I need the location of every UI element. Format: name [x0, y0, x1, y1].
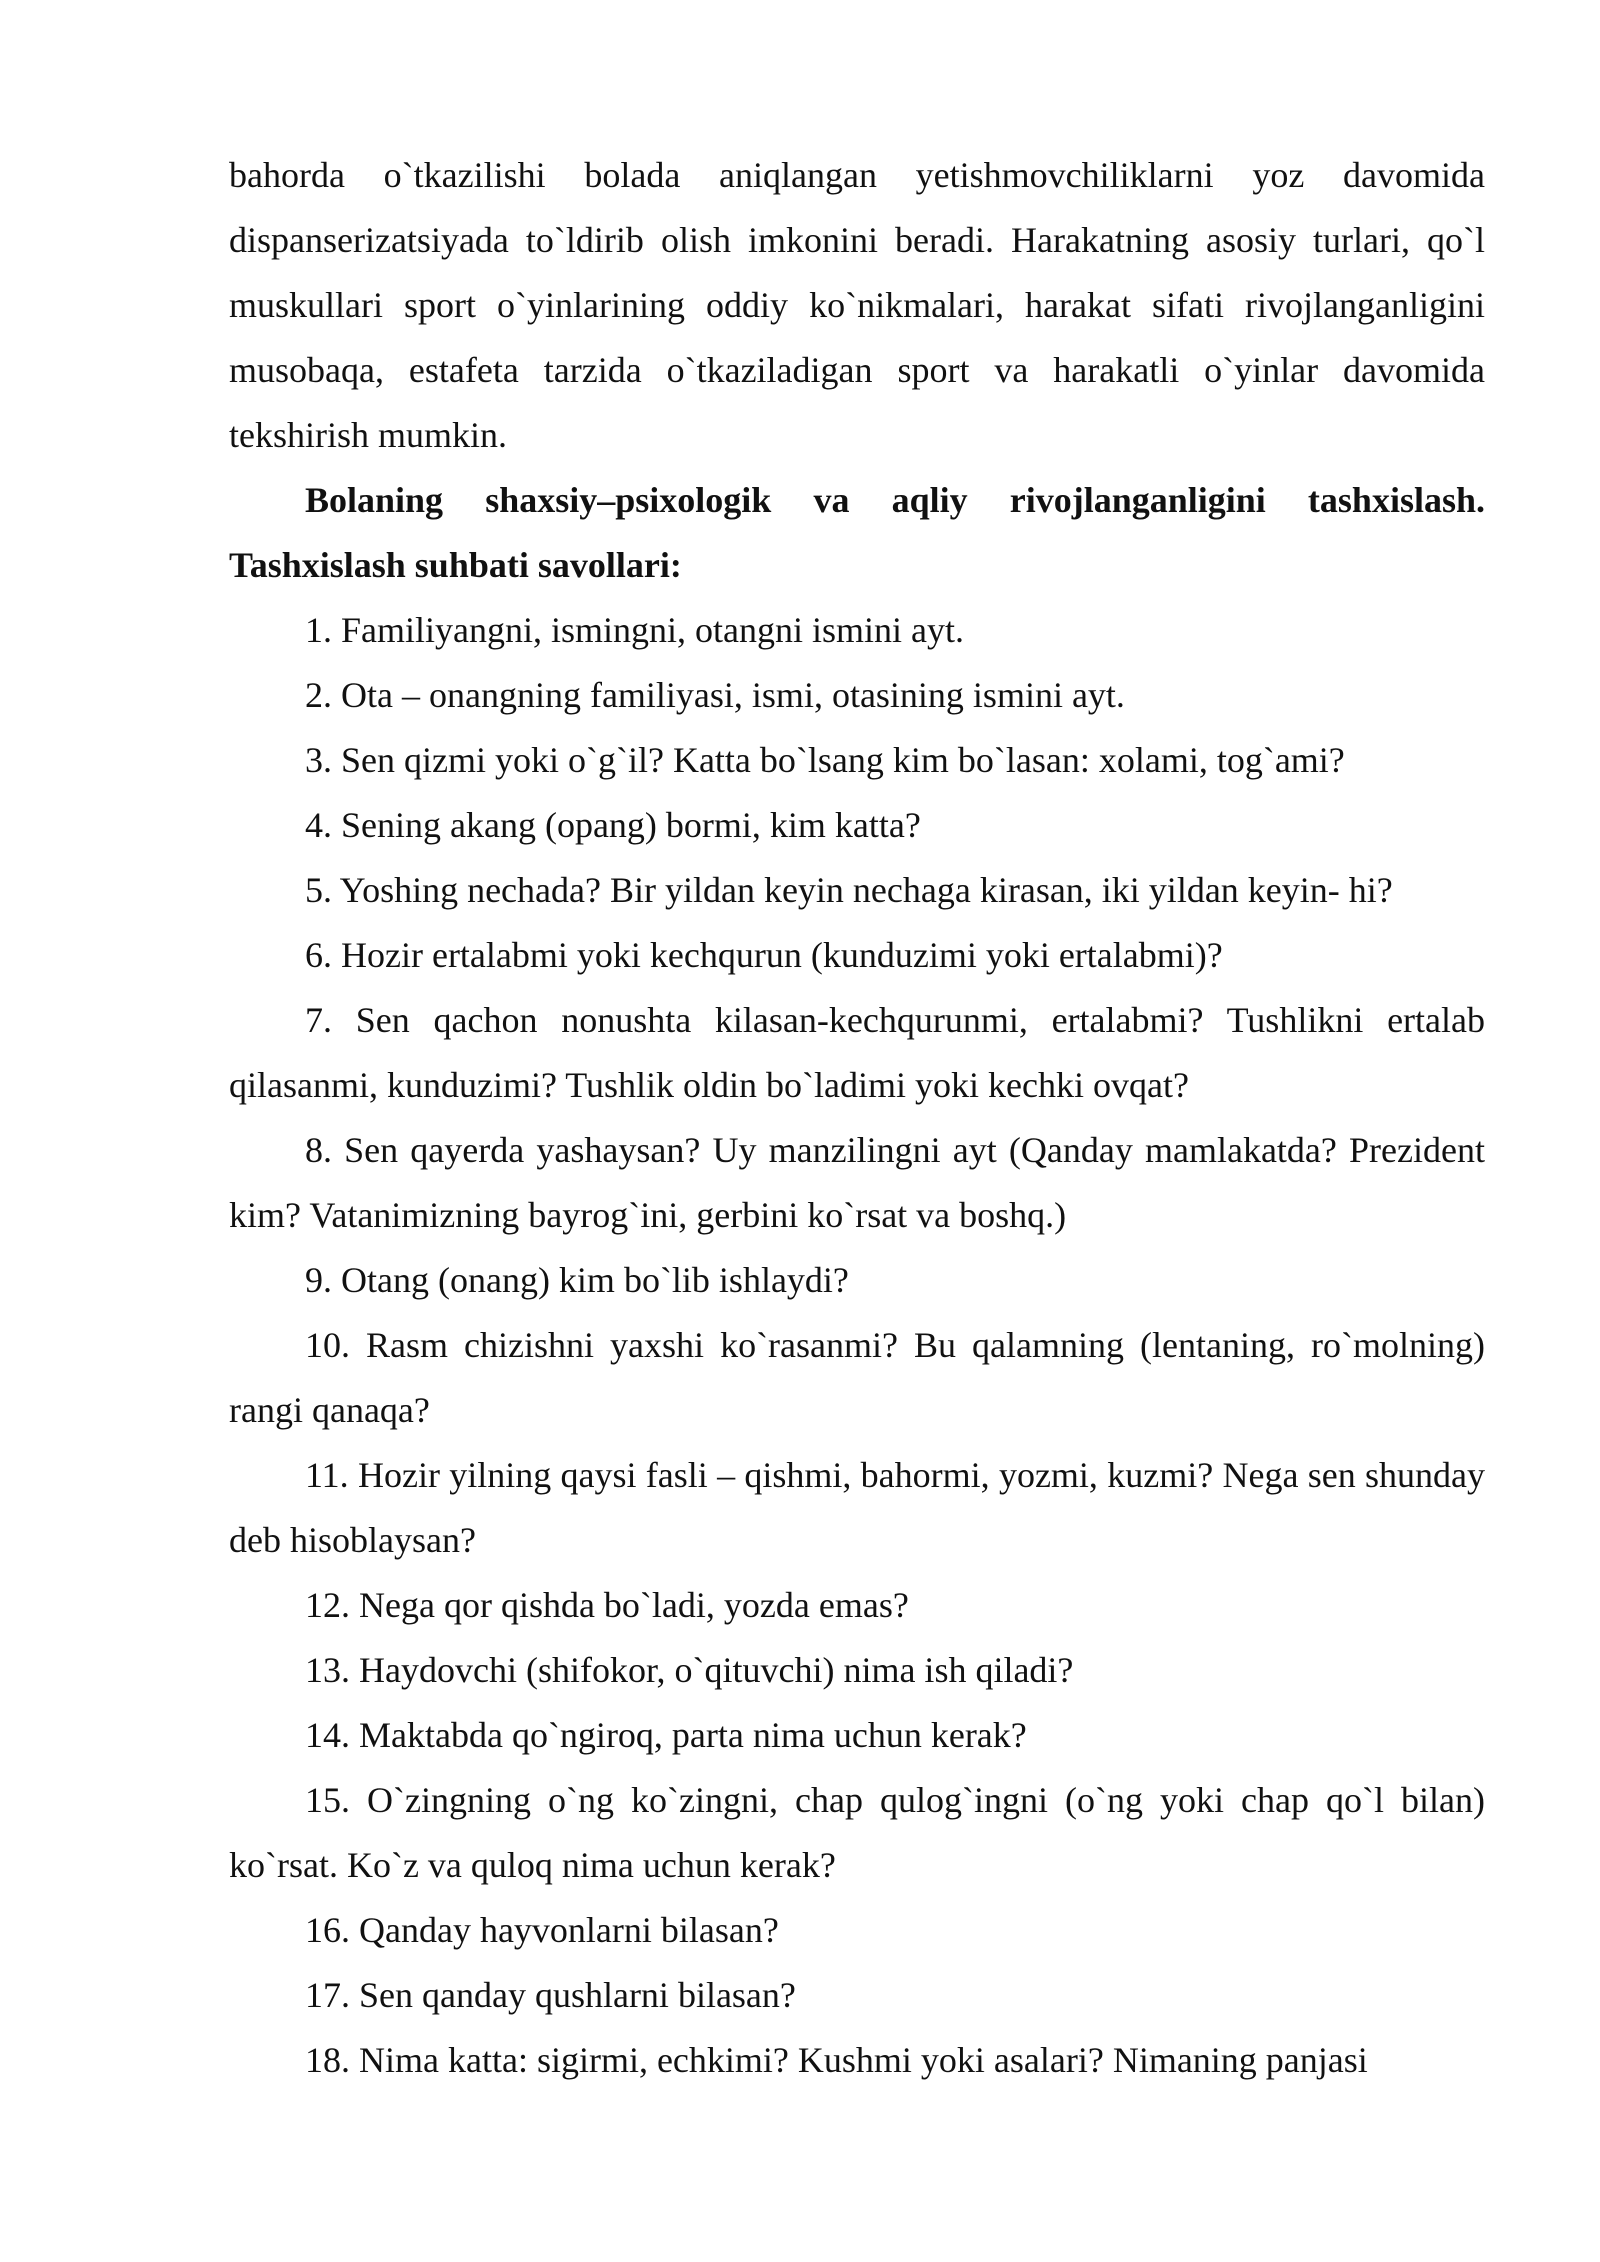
question-item [229, 858, 1485, 923]
question-text: Nega qor qishda bo`ladi, yozda emas? [359, 1585, 909, 1625]
question-item [229, 1703, 1485, 1768]
question-number: 4. [305, 805, 332, 845]
question-number: 17. [305, 1975, 350, 2015]
question-item [229, 1443, 1485, 1573]
question-number: 9. [305, 1260, 332, 1300]
question-text: Maktabda qo`ngiroq, parta nima uchun kerak? [359, 1715, 1027, 1755]
question-text: Ota – onangning familiyasi, ismi, otasining ismini ayt. [341, 675, 1125, 715]
question-item [229, 1638, 1485, 1703]
question-item [229, 1573, 1485, 1638]
question-text: Sening akang (opang) bormi, kim katta? [341, 805, 921, 845]
section-heading: Bolaning shaxsiy–psixologik va aqliy rivojlanganligini tashxislash. Tashxislash suhbati savollari: [229, 480, 1485, 585]
question-number: 7. [305, 1000, 332, 1040]
question-item [229, 2028, 1485, 2093]
question-number: 14. [305, 1715, 350, 1755]
question-item [229, 923, 1485, 988]
question-item [229, 1898, 1485, 1963]
question-item [229, 1248, 1485, 1313]
question-text: Otang (onang) kim bo`lib ishlaydi? [341, 1260, 849, 1300]
question-text: Haydovchi (shifokor, o`qituvchi) nima ish qiladi? [359, 1650, 1074, 1690]
question-number: 13. [305, 1650, 350, 1690]
question-item [229, 598, 1485, 663]
question-item [229, 1963, 1485, 2028]
question-number: 15. [305, 1780, 350, 1820]
question-text: Qanday hayvonlarni bilasan? [359, 1910, 779, 1950]
question-number: 16. [305, 1910, 350, 1950]
question-item [229, 793, 1485, 858]
question-text: Familiyangni, ismingni, otangni ismini ayt. [341, 610, 964, 650]
question-number: 2. [305, 675, 332, 715]
question-item [229, 663, 1485, 728]
question-item [229, 1313, 1485, 1443]
question-text: Sen qayerda yashaysan? Uy manzilingni ayt (Qanday mamlakatda? Prezident kim? Vatanimizning bayrog`ini, gerbini ko`rsat va boshq.) [229, 1130, 1485, 1235]
question-text: Sen qizmi yoki o`g`il? Katta bo`lsang kim bo`lasan: xolami, tog`ami? [341, 740, 1345, 780]
question-number: 10. [305, 1325, 350, 1365]
question-text: Nima katta: sigirmi, echkimi? Kushmi yoki asalari? Nimaning panjasi [359, 2040, 1368, 2080]
question-text: Yoshing nechada? Bir yildan keyin nechaga kirasan, iki yildan keyin- hi? [339, 870, 1393, 910]
question-number: 6. [305, 935, 332, 975]
question-number: 8. [305, 1130, 332, 1170]
question-number: 3. [305, 740, 332, 780]
question-text: Rasm chizishni yaxshi ko`rasanmi? Bu qalamning (lentaning, ro`molning) rangi qanaqa? [229, 1325, 1485, 1430]
document-page [229, 143, 1485, 2093]
question-number: 18. [305, 2040, 350, 2080]
question-number: 12. [305, 1585, 350, 1625]
question-text: Hozir ertalabmi yoki kechqurun (kunduzimi yoki ertalabmi)? [341, 935, 1223, 975]
question-text: Sen qanday qushlarni bilasan? [359, 1975, 796, 2015]
question-text: O`zingning o`ng ko`zingni, chap qulog`ingni (o`ng yoki chap qo`l bilan) ko`rsat. Ko`z va quloq nima uchun kerak? [229, 1780, 1486, 1885]
intro-paragraph: bahorda o`tkazilishi bolada aniqlangan yetishmovchiliklarni yoz davomida dispanserizatsiyada to`ldirib olish imkonini beradi. Harakatning asosiy turlari, qo`l muskullari sport o`yinlarining oddiy ko`nikmalari, harakat sifati rivojlanganligini musobaqa, estafeta tarzida o`tkaziladigan sport va harakatli o`yinlar davomida tekshirish mumkin. [229, 155, 1485, 455]
question-item [229, 1768, 1485, 1898]
question-number: 11. [305, 1455, 349, 1495]
question-text: Hozir yilning qaysi fasli – qishmi, bahormi, yozmi, kuzmi? Nega sen shunday deb hisoblaysan? [229, 1455, 1485, 1560]
question-text: Sen qachon nonushta kilasan-kechqurunmi, ertalabmi? Tushlikni ertalab qilasanmi, kunduzimi? Tushlik oldin bo`ladimi yoki kechki ovqat? [229, 1000, 1485, 1105]
question-number: 5. [305, 870, 332, 910]
question-number: 1. [305, 610, 332, 650]
question-item [229, 728, 1485, 793]
question-item [229, 1118, 1485, 1248]
question-item [229, 988, 1485, 1118]
